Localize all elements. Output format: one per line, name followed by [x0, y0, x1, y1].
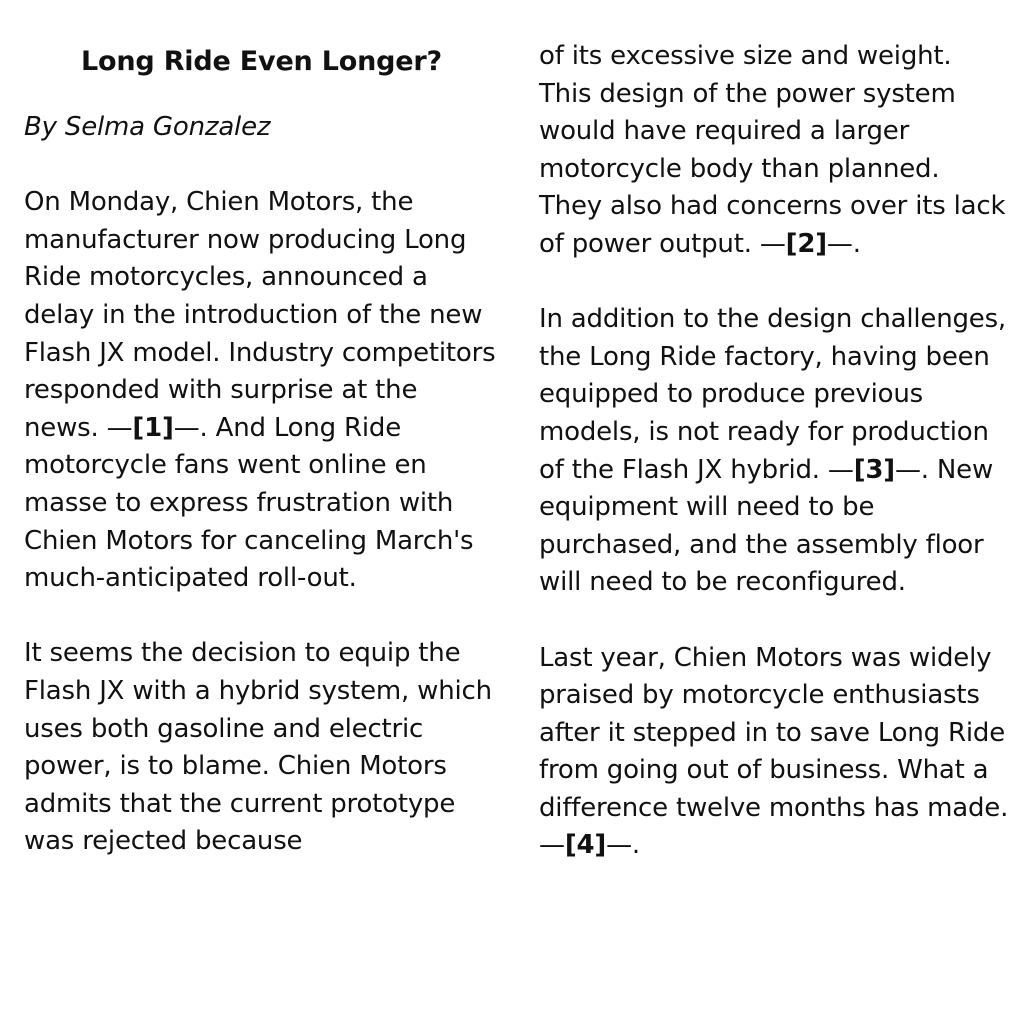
marker-4: [4]: [564, 830, 607, 861]
paragraph-3-text-before: In addition to the design challenges, the Long Ride factory, having been equipped to produce previous models, is not ready for production of the Flash JX hybrid. —: [539, 304, 1006, 485]
paragraph-4-text-after: —.: [606, 830, 640, 861]
paragraph-3: [539, 301, 1009, 602]
paragraph-2-start: [24, 635, 499, 861]
paragraph-2-continued: [539, 38, 1009, 264]
paragraph-1-text-before: On Monday, Chien Motors, the manufacturer now producing Long Ride motorcycles, announced a delay in the introduction of the new Flash JX model. Industry competitors responded with surprise at the news. —: [24, 187, 496, 443]
article-column-right: [539, 38, 1009, 865]
marker-2: [2]: [785, 228, 827, 259]
paragraph-1-text-after: —. And Long Ride motorcycle fans went online en masse to express frustration with Chien Motors for canceling March's much-anticipated roll-out.: [24, 412, 474, 594]
paragraph-4: [539, 640, 1009, 866]
paragraph-1: [24, 184, 499, 598]
paragraph-2-text-before: It seems the decision to equip the Flash JX with a hybrid system, which uses both gasoline and electric power, is to blame. Chien Motors admits that the current prototype was rejected because: [24, 638, 492, 857]
marker-1: [1]: [132, 412, 174, 443]
article-column-left: [24, 38, 499, 861]
article-title: Long Ride Even Longer?: [81, 46, 442, 77]
article-byline: By Selma Gonzalez: [24, 112, 271, 142]
marker-3: [3]: [853, 454, 895, 485]
paragraph-4-text-before: Last year, Chien Motors was widely praised by motorcycle enthusiasts after it stepped in to save Long Ride from going out of business. What a difference twelve months has made. —: [539, 642, 1009, 861]
paragraph-2-text-after: —.: [826, 228, 861, 259]
paragraph-2-text-continued: of its excessive size and weight. This design of the power system would have required a larger motorcycle body than planned. They also had concerns over its lack of power output. —: [539, 41, 1006, 259]
paragraph-3-text-after: —. New equipment will need to be purchased, and the assembly floor will need to be reconfigured.: [539, 454, 994, 598]
